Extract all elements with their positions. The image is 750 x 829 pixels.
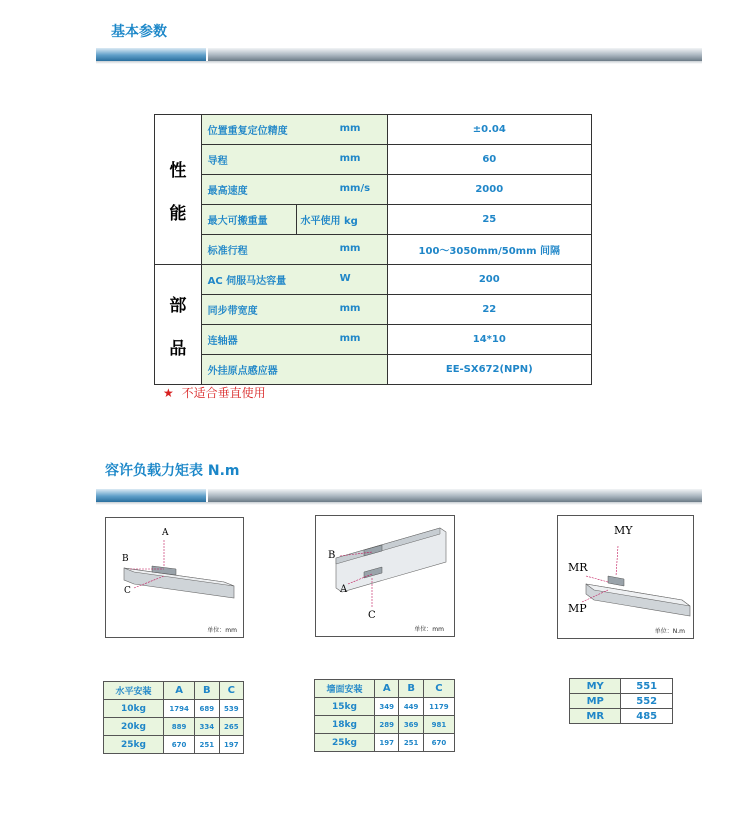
unit-label: 单位：mm [414,626,444,633]
header-cell: C [219,682,243,700]
table-row: 15kg 349 449 1179 [315,698,455,716]
figure-horizontal-mount [105,517,244,638]
row-unit: mm [339,123,361,134]
label-a: A [162,528,169,538]
section-title-basic-params: 基本参数 [111,24,167,40]
table-row [155,295,592,325]
table-row: MY 551 [570,679,673,694]
row-label: 位置重复定位精度 [207,126,288,137]
header-cell: A [375,680,399,698]
label-b: B [328,550,336,561]
label-a: A [340,584,348,595]
table-row [155,355,592,385]
label-my: MY [614,524,633,537]
table-row [155,265,592,295]
row-value: EE-SX672(NPN) [387,355,591,385]
table-row: 25kg 197 251 670 [315,734,455,752]
actuator-illustration [316,516,454,636]
header-cell: B [399,680,423,698]
unit-label: 单位：mm [207,627,237,634]
row-value: 2000 [387,175,591,205]
figure-moment-directions [557,515,694,639]
unit-label: 单位：N.m [654,628,685,635]
row-sub-label: 水平使用 kg [296,205,387,235]
table-row: 10kg 1794 689 539 [104,700,244,718]
table-row: 20kg 889 334 265 [104,718,244,736]
section-divider-bar [96,489,702,502]
row-label: 同步带宽度 [207,306,258,317]
row-unit: mm [339,153,361,164]
row-value: 22 [387,295,591,325]
spec-table [154,114,592,385]
row-label: 标准行程 [207,246,248,257]
header-cell: B [195,682,219,700]
table-row: MP 552 [570,694,673,709]
label-mp: MP [568,602,587,615]
section-divider-bar [96,48,702,61]
row-value: 25 [387,205,591,235]
row-unit: W [339,273,351,284]
star-icon: ★ [163,386,174,400]
label-b: B [122,554,129,564]
category-parts: 部 品 [155,265,202,385]
table-row: MR 485 [570,709,673,724]
row-value: ±0.04 [387,115,591,145]
row-label: AC 伺服马达容量 [207,276,287,287]
vertical-use-note: ★ 不适合垂直使用 [163,386,266,400]
row-value: 60 [387,145,591,175]
category-performance: 性 能 [155,115,202,265]
figure-wall-mount [315,515,455,637]
table-row [155,325,592,355]
row-label: 最高速度 [207,186,248,197]
header-cell: C [423,680,454,698]
row-value: 14*10 [387,325,591,355]
header-cell: A [164,682,195,700]
label-c: C [124,586,131,596]
table-row [155,205,592,235]
row-unit: mm [339,303,361,314]
table-row: 18kg 289 369 981 [315,716,455,734]
row-unit: mm [339,243,361,254]
row-label: 连轴器 [207,336,238,347]
row-label: 导程 [207,156,228,167]
row-unit: mm/s [339,183,371,194]
horizontal-mount-table [103,681,244,754]
row-unit: mm [339,333,361,344]
table-row: 25kg 670 251 197 [104,736,244,754]
label-c: C [368,610,376,621]
table-row [155,115,592,145]
row-value: 200 [387,265,591,295]
header-cell: 墙面安装 [315,680,375,698]
wall-mount-table [314,679,455,752]
row-value: 100～3050mm/50mm 间隔 [387,235,591,265]
table-row [155,175,592,205]
row-label: 外挂原点感应器 [207,366,278,377]
table-row [155,145,592,175]
table-row [155,235,592,265]
label-mr: MR [568,561,588,574]
section-title-load-moment: 容许负载力矩表 N.m [105,463,240,479]
moment-table [569,678,673,724]
row-label: 最大可搬重量 [201,205,296,235]
table-header-row [104,682,244,700]
table-header-row [315,680,455,698]
actuator-illustration [106,518,243,637]
header-cell: 水平安装 [104,682,164,700]
